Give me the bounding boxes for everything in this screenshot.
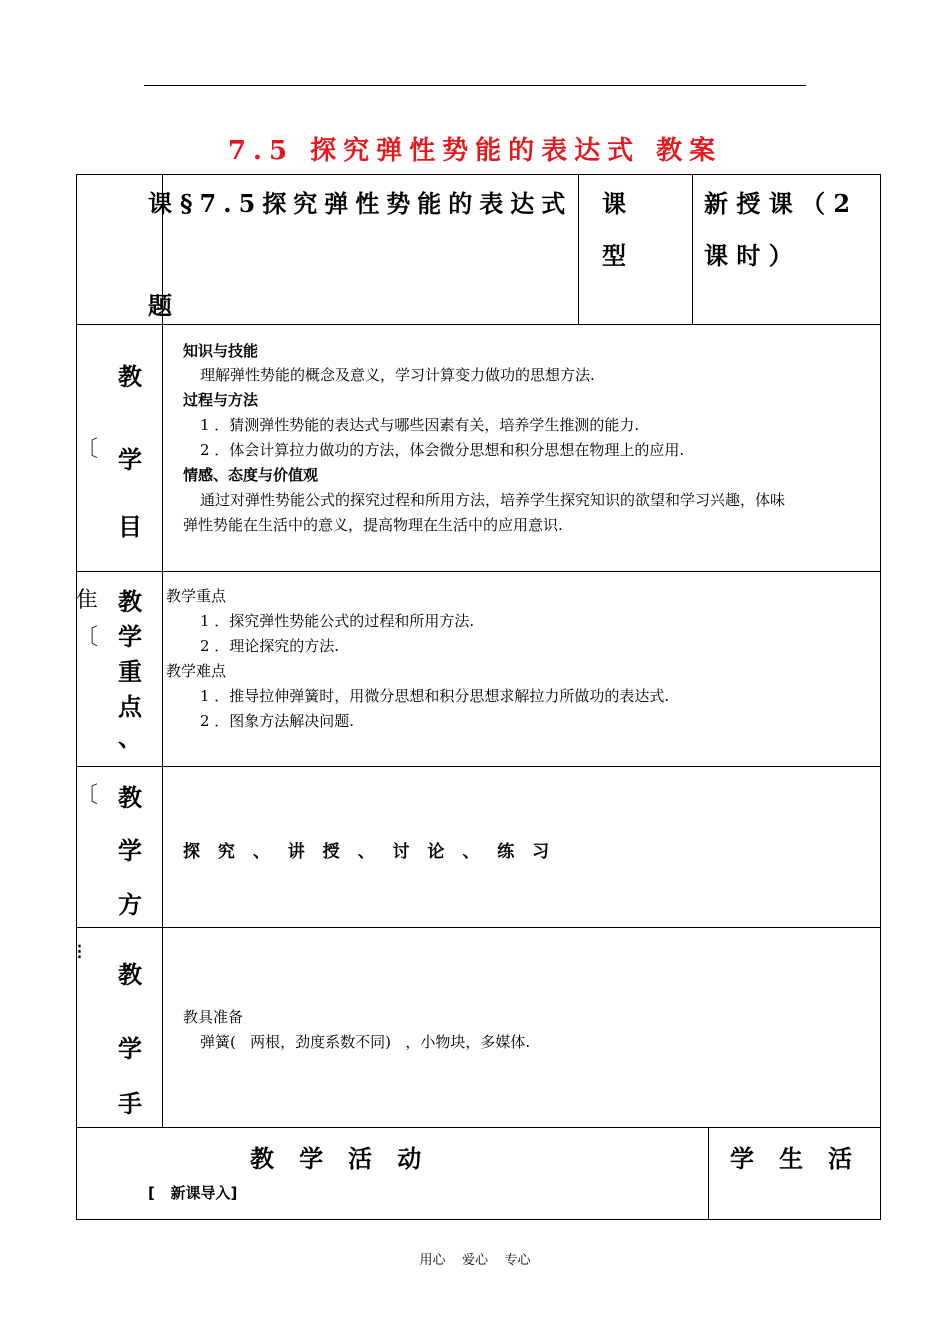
col-divider [692, 174, 693, 324]
header-rule [144, 85, 806, 86]
side-mark: 隹 [76, 588, 99, 613]
difficulty-heading: 教学难点 [166, 662, 227, 680]
topic-label: 题 [148, 291, 172, 320]
row-label: 点 [118, 692, 142, 721]
col-divider [708, 1127, 709, 1219]
type-label: 课 [602, 189, 626, 218]
row-label: 教 [118, 362, 142, 391]
topic-value: §7.5探究弹性势能的表达式 [180, 189, 573, 218]
row-label: 学 [118, 445, 142, 474]
row-label: 学 [118, 836, 142, 865]
page-title: 7.5 探究弹性势能的表达式 教案 [227, 136, 723, 166]
row-label: 教 [118, 587, 142, 616]
difficulty-item: 2 ．图象方法解决问题. [200, 712, 355, 730]
table-border-bottom [76, 1219, 881, 1220]
type-value: 课 时 ） [704, 241, 793, 270]
emotion-heading: 情感、态度与价值观 [183, 466, 319, 484]
side-mark: 〔 [76, 437, 99, 462]
tools-heading: 教具准备 [183, 1008, 244, 1026]
row-label: 手 [118, 1089, 142, 1118]
difficulty-item: 1 ．推导拉伸弹簧时，用微分思想和积分思想求解拉力所做功的表达式. [200, 687, 670, 705]
col-divider [162, 324, 163, 1127]
row-divider [76, 766, 881, 767]
knowledge-heading: 知识与技能 [183, 342, 259, 360]
topic-label: 课 [148, 189, 172, 218]
row-label: 教 [118, 783, 142, 812]
side-mark: ⁝ [76, 940, 83, 965]
table-border-top [76, 174, 881, 175]
emotion-text: 通过对弹性势能公式的探究过程和所用方法，培养学生探究知识的欲望和学习兴趣，体味 [200, 491, 786, 509]
row-divider [76, 927, 881, 928]
process-heading: 过程与方法 [183, 391, 259, 409]
tools-text: 弹簧( 两根，劲度系数不同) ，小物块，多媒体. [200, 1033, 531, 1051]
row-label: 目 [118, 512, 142, 541]
row-label: 、 [118, 723, 142, 752]
key-item: 1 ．探究弹性势能公式的过程和所用方法. [200, 612, 475, 630]
page-footer: 用心 爱心 专心 [419, 1253, 531, 1268]
row-label: 重 [118, 657, 142, 686]
row-divider [76, 571, 881, 572]
table-border-right [880, 174, 881, 1220]
teacher-activity-heading: 教 学 活 动 [250, 1144, 422, 1173]
key-item: 2 ．理论探究的方法. [200, 637, 340, 655]
row-divider [76, 324, 881, 325]
emotion-text: 弹性势能在生活中的意义，提高物理在生活中的应用意识. [183, 516, 563, 534]
table-border-left [76, 174, 77, 1220]
key-heading: 教学重点 [166, 587, 227, 605]
row-label: 学 [118, 1034, 142, 1063]
type-value: 新 授 课 （ 2 [704, 189, 851, 218]
section-heading: [ 新课导入] [148, 1184, 238, 1202]
type-label: 型 [602, 241, 626, 270]
col-divider [578, 174, 579, 324]
side-mark: 〔 [76, 625, 99, 650]
row-label: 学 [118, 622, 142, 651]
process-item: 1 ．猜测弹性势能的表达式与哪些因素有关，培养学生推测的能力. [200, 416, 640, 434]
row-divider [76, 1127, 881, 1128]
row-label: 教 [118, 960, 142, 989]
student-activity-heading: 学 生 活 [730, 1144, 853, 1173]
row-label: 方 [118, 890, 142, 919]
process-item: 2 ．体会计算拉力做功的方法，体会微分思想和积分思想在物理上的应用. [200, 441, 685, 459]
knowledge-text: 理解弹性势能的概念及意义，学习计算变力做功的思想方法. [200, 366, 595, 384]
side-mark: 〔 [76, 783, 99, 808]
methods-text: 探 究 、 讲 授 、 讨 论 、 练 习 [183, 842, 556, 862]
